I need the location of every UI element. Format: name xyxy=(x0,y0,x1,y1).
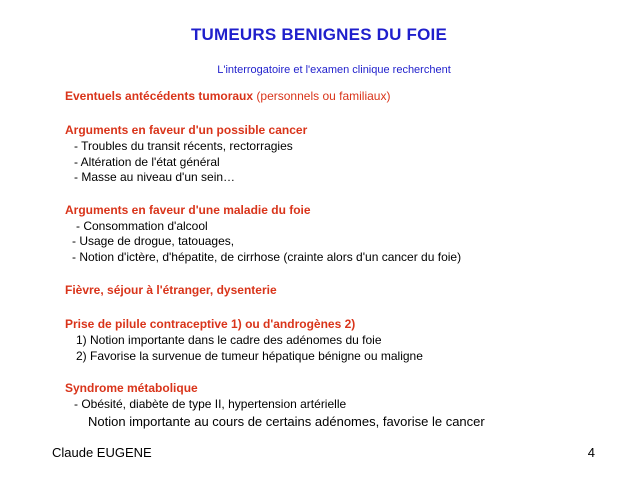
section-metabolic xyxy=(65,380,625,430)
list-item: - Obésité, diabète de type II, hypertension artérielle xyxy=(74,397,347,411)
section-heading xyxy=(65,88,625,105)
page-number: 4 xyxy=(587,445,595,460)
slide-subtitle xyxy=(0,64,638,76)
section-fever-travel xyxy=(65,282,625,299)
section-heading: Arguments en faveur d'un possible cancer xyxy=(65,123,308,137)
list-item: - Altération de l'état général xyxy=(74,154,220,169)
section-liver-disease xyxy=(65,202,625,266)
section-heading: Syndrome métabolique xyxy=(65,381,198,395)
section-heading: Arguments en faveur d'une maladie du foie xyxy=(65,202,311,217)
list-item: - Usage de drogue, tatouages, xyxy=(72,234,235,248)
section-heading: Fièvre, séjour à l'étranger, dysenterie xyxy=(65,283,277,297)
slide-content xyxy=(65,88,625,430)
slide-title: TUMEURS BENIGNES DU FOIE xyxy=(190,25,448,44)
list-item: - Troubles du transit récents, rectorragies xyxy=(74,139,293,153)
section-antecedents xyxy=(65,88,625,105)
section-cancer-arguments xyxy=(65,122,625,186)
heading-text: Eventuels antécédents tumoraux xyxy=(65,89,254,103)
list-item: 2) Favorise la survenue de tumeur hépatique bénigne ou maligne xyxy=(76,348,423,363)
subtitle-text: L'interrogatoire et l'examen clinique recherchent xyxy=(217,64,451,76)
list-item: Notion importante au cours de certains adénomes, favorise le cancer xyxy=(88,413,485,429)
list-item: - Consommation d'alcool xyxy=(76,218,208,233)
section-contraceptive xyxy=(65,316,625,364)
section-heading: Prise de pilule contraceptive 1) ou d'androgènes 2) xyxy=(65,317,356,331)
heading-note: (personnels ou familiaux) xyxy=(256,89,391,103)
list-item: 1) Notion importante dans le cadre des adénomes du foie xyxy=(76,333,382,347)
footer-author: Claude EUGENE xyxy=(52,445,152,460)
list-item: - Masse au niveau d'un sein… xyxy=(74,170,236,184)
list-item: - Notion d'ictère, d'hépatite, de cirrhose (crainte alors d'un cancer du foie) xyxy=(72,249,462,264)
